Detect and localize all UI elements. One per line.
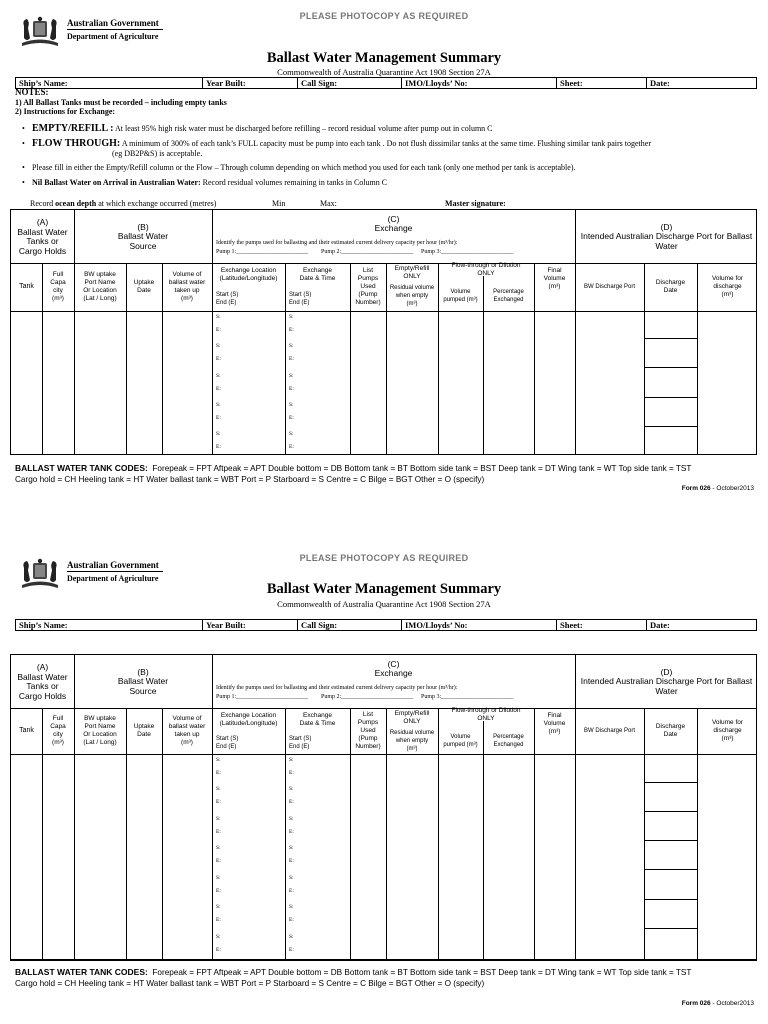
pump-2-field[interactable]: Pump 2:________________________ xyxy=(321,694,414,700)
nil-ballast-text: Record residual volumes remaining in tanks in Column C xyxy=(202,178,388,187)
form-title: Ballast Water Management Summary xyxy=(266,50,502,66)
tank-header: Tank xyxy=(19,283,34,290)
depth-max-field[interactable]: Max: xyxy=(320,199,337,208)
final-volume-header: Final Volume (m³) xyxy=(543,267,566,290)
list-pumps-header: List Pumps Used (Pump Number) xyxy=(355,267,381,306)
pump-2-field[interactable]: Pump 2:________________________ xyxy=(321,249,414,255)
nil-ballast-label: Nil Ballast Water on Arrival in Australian Water: xyxy=(32,178,201,187)
end-label: E: xyxy=(216,415,221,421)
exchange-datetime-header: Exchange Date & Time xyxy=(299,267,336,282)
form-subtitle: Commonwealth of Australia Quarantine Act 1908 Section 27A xyxy=(277,599,491,609)
flow-through-instruction xyxy=(22,139,742,158)
uptake-date-header: Uptake Date xyxy=(133,279,155,294)
col-divider xyxy=(483,721,484,960)
row-divider xyxy=(644,397,697,398)
bullet-icon: • xyxy=(22,139,25,148)
start-label: S: xyxy=(216,904,221,910)
end-label: E: xyxy=(289,947,294,953)
pump-3-field[interactable]: Pump 3:________________________ xyxy=(421,694,514,700)
start-label: S: xyxy=(289,904,294,910)
imo-lloyds-field[interactable]: IMO/Lloyds’ No: xyxy=(401,78,467,88)
end-label: E: xyxy=(289,888,294,894)
end-label: E: xyxy=(289,444,294,450)
end-label: E: xyxy=(216,770,221,776)
start-label: S: xyxy=(216,343,221,349)
pump-2-label: Pump 2: xyxy=(321,694,342,700)
start-label: S: xyxy=(289,875,294,881)
tank-header: Tank xyxy=(19,727,34,734)
date-field[interactable]: Date: xyxy=(646,78,670,88)
volume-discharge-header: Volume for discharge (m³) xyxy=(711,719,744,742)
ocean-depth-line xyxy=(30,199,216,208)
start-label: S: xyxy=(289,816,294,822)
start-label: S: xyxy=(216,402,221,408)
col-divider xyxy=(534,708,535,960)
col-d-header: (D) Intended Australian Discharge Port for Ballast Water xyxy=(580,221,753,251)
start-label: S: xyxy=(216,845,221,851)
tank-codes xyxy=(15,463,757,485)
ship-details-row xyxy=(15,619,757,631)
col-a-header: (A) Ballast Water Tanks or Cargo Holds xyxy=(17,217,68,256)
start-end-label: Start (S) End (E) xyxy=(216,736,239,750)
department-name: Department of Agriculture xyxy=(67,32,159,41)
col-d-header: (D) Intended Australian Discharge Port for Ballast Water xyxy=(580,666,753,696)
bw-uptake-header: BW uptake Port Name Or Location (Lat / Long) xyxy=(83,271,117,302)
volume-discharge-header: Volume for discharge (m³) xyxy=(711,275,744,298)
row-divider xyxy=(644,840,697,841)
end-label: E: xyxy=(289,356,294,362)
bw-discharge-port-header: BW Discharge Port xyxy=(583,284,635,290)
ballast-table xyxy=(10,654,757,961)
end-label: E: xyxy=(289,858,294,864)
end-label: E: xyxy=(289,829,294,835)
start-label: S: xyxy=(216,757,221,763)
ballast-table xyxy=(10,209,757,455)
start-label: S: xyxy=(289,934,294,940)
tank-codes-line-1: Forepeak = FPT Aftpeak = APT Double bottom = DB Bottom tank = BT Bottom side tank = BST Deep tank = DT Wing tank = WT Top side tank = TST xyxy=(152,464,692,473)
pump-3-label: Pump 3: xyxy=(421,694,442,700)
col-divider xyxy=(212,655,213,960)
percentage-exchanged-header: Percentage Exchanged xyxy=(493,733,524,748)
government-logo xyxy=(18,16,163,50)
flow-through-text-2: (eg DB2P&S) is acceptable. xyxy=(112,148,203,158)
end-label: E: xyxy=(289,327,294,333)
ship-name-field[interactable]: Ship’s Name: xyxy=(19,620,68,630)
start-end-label: Start (S) End (E) xyxy=(216,292,239,306)
bw-uptake-header: BW uptake Port Name Or Location (Lat / Long) xyxy=(83,715,117,746)
start-end-label: Start (S) End (E) xyxy=(289,736,312,750)
end-label: E: xyxy=(289,415,294,421)
row-divider xyxy=(644,811,697,812)
uptake-date-header: Uptake Date xyxy=(133,723,155,738)
empty-refill-instruction xyxy=(22,124,742,134)
sheet-field[interactable]: Sheet: xyxy=(556,78,583,88)
sheet-field[interactable]: Sheet: xyxy=(556,620,583,630)
notes-section xyxy=(15,88,757,117)
exchange-location-header: Exchange Location (Latitude/Longitude) xyxy=(219,712,278,727)
form-date: October2013 xyxy=(716,1000,754,1007)
end-label: E: xyxy=(216,917,221,923)
fill-either-text: Please fill in either the Empty/Refill column or the Flow – Through column depending on which method you used for each tank (only one method per tank is acceptable). xyxy=(32,163,576,172)
logo-divider xyxy=(67,571,163,572)
col-b-header: (B) Ballast Water Source xyxy=(117,221,169,251)
fill-either-instruction xyxy=(22,163,742,173)
bw-discharge-port-header: BW Discharge Port xyxy=(583,728,635,734)
pump-1-field[interactable]: Pump 1:________________________ xyxy=(216,694,309,700)
col-divider xyxy=(212,210,213,454)
depth-record-prefix: Record xyxy=(30,199,54,208)
photocopy-notice: PLEASE PHOTOCOPY AS REQUIRED xyxy=(299,11,469,21)
empty-refill-group-header: Empty/Refill ONLY xyxy=(394,710,430,725)
note-1: 1) All Ballast Tanks must be recorded – including empty tanks xyxy=(15,97,227,107)
volume-taken-header: Volume of ballast water taken up (m³) xyxy=(168,715,206,746)
start-label: S: xyxy=(216,786,221,792)
bullet-icon: • xyxy=(22,178,25,187)
end-label: E: xyxy=(216,444,221,450)
pump-3-label: Pump 3: xyxy=(421,249,442,255)
start-label: S: xyxy=(289,343,294,349)
percentage-exchanged-header: Percentage Exchanged xyxy=(493,289,524,303)
empty-refill-group-header: Empty/Refill ONLY xyxy=(394,265,430,280)
exchange-location-header: Exchange Location (Latitude/Longitude) xyxy=(219,267,278,282)
full-capacity-header: Full Capa city (m³) xyxy=(50,271,66,302)
form-reference: Form 026 - October2013 xyxy=(681,1000,754,1007)
empty-refill-label: EMPTY/REFILL : xyxy=(32,123,114,134)
discharge-date-header: Discharge Date xyxy=(655,279,686,294)
ship-name-field[interactable]: Ship’s Name: xyxy=(19,78,68,88)
end-label: E: xyxy=(216,888,221,894)
residual-volume-header: Residual volume when empty (m³) xyxy=(389,285,435,307)
list-pumps-header: List Pumps Used (Pump Number) xyxy=(355,711,381,750)
call-sign-field[interactable]: Call Sign: xyxy=(297,620,337,630)
end-label: E: xyxy=(216,947,221,953)
empty-refill-text: At least 95% high risk water must be discharged before refilling – record residual volume after pump out in column C xyxy=(114,124,493,133)
footer-divider xyxy=(11,959,756,960)
form-date: October2013 xyxy=(716,485,754,492)
start-label: S: xyxy=(289,402,294,408)
residual-volume-header: Residual volume when empty (m³) xyxy=(389,729,435,752)
government-name: Australian Government xyxy=(67,18,159,28)
pump-1-label: Pump 1: xyxy=(216,249,237,255)
end-label: E: xyxy=(289,917,294,923)
depth-min-field[interactable]: Min xyxy=(272,199,286,208)
start-label: S: xyxy=(216,373,221,379)
start-label: S: xyxy=(289,786,294,792)
col-a-header: (A) Ballast Water Tanks or Cargo Holds xyxy=(17,662,68,701)
note-2: 2) Instructions for Exchange: xyxy=(15,107,116,116)
row-divider xyxy=(644,899,697,900)
department-name: Department of Agriculture xyxy=(67,574,159,583)
end-label: E: xyxy=(216,858,221,864)
start-label: S: xyxy=(216,875,221,881)
flow-through-text: A minimum of 300% of each tank’s FULL capacity must be pump into each tank . Do not flush dissimilar tanks at the same time. Flushing similar tank pairs together xyxy=(121,139,651,148)
start-label: S: xyxy=(216,431,221,437)
tank-codes-line-1: Forepeak = FPT Aftpeak = APT Double bottom = DB Bottom tank = BT Bottom side tank = BST Deep tank = DT Wing tank = WT Top side tank = TST xyxy=(152,968,692,977)
notes-heading: NOTES: xyxy=(15,87,49,97)
start-label: S: xyxy=(289,373,294,379)
end-label: E: xyxy=(216,799,221,805)
pump-3-field[interactable]: Pump 3:________________________ xyxy=(421,249,514,255)
final-volume-header: Final Volume (m³) xyxy=(543,712,566,735)
tank-codes-line-2: Cargo hold = CH Heeling tank = HT Water ballast tank = WBT Port = P Starboard = S Centre = C Bilge = BGT Other = O (specify) xyxy=(15,979,485,988)
end-label: E: xyxy=(216,386,221,392)
start-label: S: xyxy=(289,314,294,320)
col-b-header: (B) Ballast Water Source xyxy=(117,666,169,696)
year-built-field[interactable]: Year Built: xyxy=(202,620,246,630)
tank-codes xyxy=(15,967,757,989)
bullet-icon: • xyxy=(22,163,25,172)
row-divider xyxy=(644,338,697,339)
start-label: S: xyxy=(216,314,221,320)
bullet-icon: • xyxy=(22,124,25,133)
date-field[interactable]: Date: xyxy=(646,620,670,630)
volume-pumped-header: Volume pumped (m³) xyxy=(443,289,478,303)
government-name: Australian Government xyxy=(67,560,159,570)
row-divider xyxy=(644,928,697,929)
flow-group-header: Flow-through or Dilution ONLY xyxy=(451,707,521,722)
flow-group-header: Flow-through or Dilution ONLY xyxy=(451,262,521,277)
end-label: E: xyxy=(216,327,221,333)
year-built-field[interactable]: Year Built: xyxy=(202,78,246,88)
depth-ocean-label: ocean depth xyxy=(55,199,97,208)
start-label: S: xyxy=(289,431,294,437)
pump-identify-text: Identify the pumps used for ballasting and their estimated current delivery capacity per hour (m³/hr): xyxy=(216,240,458,246)
form-number: Form 026 xyxy=(681,1000,711,1007)
call-sign-field[interactable]: Call Sign: xyxy=(297,78,337,88)
start-label: S: xyxy=(216,816,221,822)
row-divider xyxy=(644,426,697,427)
tank-codes-heading: BALLAST WATER TANK CODES: xyxy=(15,463,148,473)
end-label: E: xyxy=(216,356,221,362)
form-title: Ballast Water Management Summary xyxy=(266,581,502,597)
pump-1-label: Pump 1: xyxy=(216,694,237,700)
exchange-datetime-header: Exchange Date & Time xyxy=(299,712,336,727)
nil-ballast-instruction xyxy=(22,178,742,188)
start-label: S: xyxy=(289,845,294,851)
form-subtitle: Commonwealth of Australia Quarantine Act 1908 Section 27A xyxy=(277,67,491,77)
tank-codes-heading: BALLAST WATER TANK CODES: xyxy=(15,967,148,977)
end-label: E: xyxy=(289,799,294,805)
full-capacity-header: Full Capa city (m³) xyxy=(50,715,66,746)
form-number: Form 026 xyxy=(681,485,711,492)
logo-divider xyxy=(67,29,163,30)
imo-lloyds-field[interactable]: IMO/Lloyds’ No: xyxy=(401,620,467,630)
row-divider xyxy=(644,367,697,368)
start-end-label: Start (S) End (E) xyxy=(289,292,312,306)
form-reference: Form 026 - October2013 xyxy=(681,485,754,492)
row-divider xyxy=(644,782,697,783)
photocopy-notice: PLEASE PHOTOCOPY AS REQUIRED xyxy=(299,553,469,563)
pump-2-label: Pump 2: xyxy=(321,249,342,255)
row-divider xyxy=(644,869,697,870)
flow-through-label: FLOW THROUGH: xyxy=(32,138,121,149)
volume-taken-header: Volume of ballast water taken up (m³) xyxy=(168,271,206,302)
col-c-header: (C) Exchange xyxy=(374,658,413,678)
end-label: E: xyxy=(289,386,294,392)
start-label: S: xyxy=(289,757,294,763)
tank-codes-line-2: Cargo hold = CH Heeling tank = HT Water ballast tank = WBT Port = P Starboard = S Centre = C Bilge = BGT Other = O (specify) xyxy=(15,475,485,484)
discharge-date-header: Discharge Date xyxy=(655,723,686,738)
pump-1-field[interactable]: Pump 1:________________________ xyxy=(216,249,309,255)
master-signature-field[interactable]: Master signature: xyxy=(445,199,506,208)
depth-record-suffix: at which exchange occurred (metres) xyxy=(98,199,217,208)
volume-pumped-header: Volume pumped (m³) xyxy=(443,733,478,748)
coat-of-arms-icon xyxy=(18,16,62,50)
end-label: E: xyxy=(216,829,221,835)
start-label: S: xyxy=(216,934,221,940)
col-c-header: (C) Exchange xyxy=(374,213,413,233)
pump-identify-text: Identify the pumps used for ballasting and their estimated current delivery capacity per hour (m³/hr): xyxy=(216,685,458,691)
end-label: E: xyxy=(289,770,294,776)
